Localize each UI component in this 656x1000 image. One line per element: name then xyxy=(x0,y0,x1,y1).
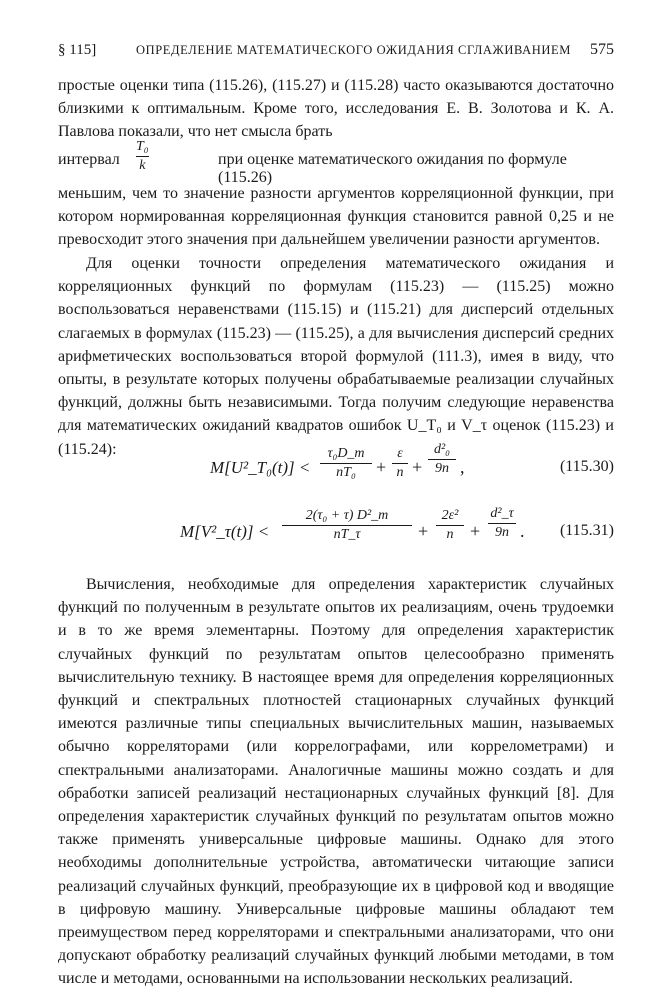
eq1-f2-num: ε xyxy=(397,446,403,461)
eq1-frac-1 xyxy=(320,446,372,481)
eq1-f2-den: n xyxy=(396,465,404,480)
eq1-frac-3 xyxy=(428,442,456,477)
eq1-frac-2 xyxy=(392,446,408,481)
eq2-f1-num: 2(τ₀ + τ) D²_m xyxy=(305,508,389,523)
eq1-f3-den: 9n xyxy=(435,461,449,476)
frac-den: k xyxy=(139,158,146,173)
running-header xyxy=(58,38,614,62)
eq2-f1-den: nT_τ xyxy=(333,527,361,542)
comma: , xyxy=(460,457,465,477)
eq1-number: (115.30) xyxy=(559,458,614,475)
plus-sign: + xyxy=(470,521,481,541)
paragraph-3: Вычисления, необходимые для определения характеристик случайных функций по полученным в результате опытов их реализациям, очень трудоемки и в то же время элементарны. Поэтому для определения характеристик случайных функций по результатам опытов целесообразно применять вычислительную технику. В настоящее время для определения корреляционных функций и спектральных плотностей стационарных случайных функций имеются различные типы специальных вычислительных машин, называемых обычно корреляторами (или коррелографами, или коррелометрами) и спектральными анализаторами. Аналогичные машины можно создать и для обработки записей реализаций нестационарных случайных функций [8]. Для определения характеристик случайных функций по результатам опытов можно также применять универсальные цифровые машины. Однако для этого необходимы дополнительные устройства, автоматически читающие записи реализаций случайных функций, преобразующие их в цифровой код и вводящие в цифровую машину. Универсальные цифровые машины обладают тем преимуществом перед корреляторами и спектральными анализаторами, что они допускают обработку реализаций случайных функций любыми методами, в том числе и методами, основанными на использовании нескольких реализаций. xyxy=(58,576,614,988)
equation-115-31 xyxy=(58,504,614,564)
paragraph-1: простые оценки типа (115.26), (115.27) и (115.28) часто оказываются достаточно близкими к оптимальным. Кроме того, исследования Е. В. Золотова и К. А. Павлова показали, что нет смысла брать xyxy=(58,77,614,141)
section-ref: § 115] xyxy=(58,42,97,58)
plus-sign: + xyxy=(412,457,423,477)
eq2-lhs: M[V²_τ(t)] < xyxy=(180,522,270,541)
eq2-frac-2 xyxy=(436,508,464,543)
eq1-f3-num: d²₀ xyxy=(433,442,451,457)
eq2-number: (115.31) xyxy=(559,522,614,539)
interval-label: интервал xyxy=(58,151,120,168)
eq2-f3-den: 9n xyxy=(495,525,509,540)
plus-sign: + xyxy=(418,521,429,541)
fraction-T0-over-k xyxy=(136,139,149,174)
plus-sign: + xyxy=(376,457,387,477)
equation-115-30 xyxy=(58,440,614,500)
eq1-f1-den: nT₀ xyxy=(336,465,356,480)
eq1-lhs: M[U²_T₀(t)] < xyxy=(210,458,311,477)
frac-num: T₀ xyxy=(136,139,149,154)
interval-line xyxy=(58,139,614,186)
eq1-f1-num: τ₀D_m xyxy=(327,446,365,461)
eq2-f2-den: n xyxy=(446,527,454,542)
period: . xyxy=(520,521,525,541)
eq2-frac-3 xyxy=(488,506,516,541)
header-title: ОПРЕДЕЛЕНИЕ МАТЕМАТИЧЕСКОГО ОЖИДАНИЯ СГЛАЖИВАНИЕМ xyxy=(136,43,571,57)
eq2-f3-num: d²_τ xyxy=(490,506,514,521)
paragraph-2: Для оценки точности определения математического ожидания и корреляционных функций по формулам (115.23) — (115.25) можно воспользоваться неравенствами (115.15) и (115.21) для дисперсий отдельных слагаемых в формулах (115.23) — (115.25), а для вычисления дисперсий средних арифметических воспользоваться второй формулой (111.3), имея в виду, что опыты, в результате которых получены обрабатываемые реализации случайных функций, должны быть независимыми. Тогда получим следующие неравенства для математических ожиданий квадратов ошибок U_T₀ и V_τ оценок (115.23) и (115.24): xyxy=(58,255,614,458)
page-number: 575 xyxy=(590,41,614,58)
eq2-frac-1 xyxy=(282,508,412,543)
paragraph-1-continued: меньшим, чем то значение разности аргументов корреляционной функции, при котором нормированная корреляционная функция становится равной 0,25 и не превосходит этого значения при дальнейшем увеличении разности аргументов. xyxy=(58,185,614,249)
eq2-f2-num: 2ε² xyxy=(441,508,459,523)
interval-rest: при оценке математического ожидания по формуле (115.26) xyxy=(218,151,567,186)
